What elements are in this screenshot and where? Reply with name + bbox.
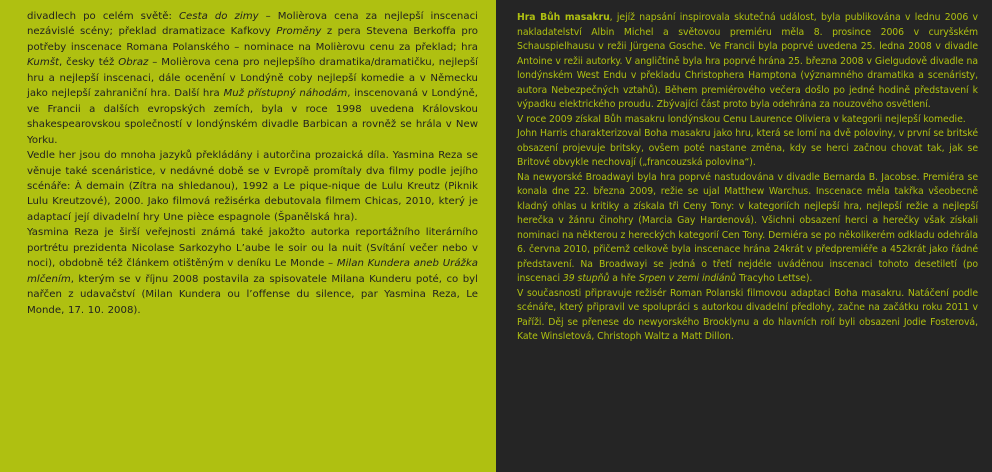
play-title: Hra Bůh masakru [517,12,610,23]
right-paragraph-2: V roce 2009 získal Bůh masakru londýnskou Cenu Laurence Oliviera v kategorii nejlepší komedie. [517,113,966,125]
right-paragraph-1: Hra Bůh masakru, jejíž napsání inspirovala skutečná událost, byla publikována v lednu 2006 v nakladatelství Albin Michel a světovou premiéru měla 8. prosince 2006 v curyšském Schauspielhausu v režii Jürgena Gosche. Ve Francii byla poprvé uvedena 25. ledna 2008 v divadle Antoine v režii autorky. V angličtině byla hra poprvé hrána 25. března 2008 v Gielgudově divadle na londýnském West Endu v překladu Christophera Hamptona (významného dramatika a scenáristy, autora Nebezpečných vztahů). Během premiérového večera došlo po jedné hodině představení k výpadku elektrického proudu. Zbývající část proto byla odehrána za nouzového osvětlení. [517,12,978,111]
left-paragraph-1: divadlech po celém světě: Cesta do zimy – Molièrova cena za nejlepší inscenaci nezávislé scény; překlad dramatizace Kafkovy Proměny z pera Stevena Berkoffa pro potřeby inscenace Romana Polanského – nominace na Molièrovu cenu za překlad; hra Kumšt, česky též Obraz – Molièrova cena pro nejlepšího dramatika/dramatičku, nejlepší hru a nejlepší inscenaci, dále ocenění v Londýně coby nejlepší komedie a v Německu jako nejlepší zahraniční hra. Další hra Muž přístupný náhodám, inscenovaná v Londýně, ve Francii a dalších evropských zemích, byla v roce 1998 uvedena Královskou shakespearovskou společností v londýnském divadle Barbican a rovněž se hrála v New Yorku. [27,11,479,146]
right-text-column [496,0,992,472]
left-paragraph-3: Yasmina Reza je širší veřejnosti známá také jakožto autorka reportážního literárního portrétu prezidenta Nicolase Sarkozyho L’aube le soir ou la nuit (Svítání večer nebo v noci), obdobně též článkem otištěným v deníku Le Monde – Milan Kundera aneb Urážka mlčením, kterým se v říjnu 2008 postavila za spisovatele Milana Kunderu poté, co byl nařčen z udavačství (Milan Kundera ou l’offense du silence, par Yasmina Reza, Le Monde, 17. 10. 2008). [27,227,478,316]
left-paragraph-2: Vedle her jsou do mnoha jazyků překládány i autorčina prozaická díla. Yasmina Reza se věnuje také scenáristice, v nedávné době se v Evropě promítaly dva filmy podle jejího scénáře: À demain (Zítra na shledanou), 1992 a Le pique-nique de Lulu Kreutz (Piknik Lulu Kreutzové), 2000. Jako filmová režisérka debutovala filmem Chicas, 2010, který je adaptací její divadelní hry Une pièce espagnole (Španělská hra). [27,150,478,223]
right-paragraph-4: Na newyorské Broadwayi byla hra poprvé nastudována v divadle Bernarda B. Jacobse. Premiéra se konala dne 22. března 2009, režie se ujal Matthew Warchus. Inscenace měla takřka všeobecně kladný ohlas u kritiky a získala tři Ceny Tony: v kategoriích nejlepší hra, nejlepší režie a nejlepší herečka v žánru činohry (Marcia Gay Hardenová). Všichni obsazení herci a herečky však získali nominaci na některou z hereckých kategorií Cen Tony. Derniéra se po několikerém odkladu odehrála 6. června 2010, přičemž celkově byla inscenace hrána 24krát v předpremiéře a 452krát jako řádné představení. Na Broadwayi se jedná o třetí nejdéle uváděnou inscenaci tohoto desetiletí (po inscenaci 39 stupňů a hře Srpen v zemi indiánů Tracyho Lettse). [517,171,978,285]
right-paragraph-5: V současnosti připravuje režisér Roman Polanski filmovou adaptaci Boha masakru. Natáčení podle scénáře, který připravil ve spolupráci s autorkou divadelní předlohy, začne na začátku roku 2011 v Paříži. Děj se přenese do newyorského Brooklynu a do hlavních rolí byli obsazeni Jodie Fosterová, Kate Winsletová, Christoph Waltz a Matt Dillon. [517,287,978,343]
right-paragraph-3: John Harris charakterizoval Boha masakru jako hru, která se lomí na dvě poloviny, v první se britské obsazení projevuje britsky, ovšem poté nastane změna, kdy se herci začnou chovat tak, jak se Britové obvykle nechovají („francouzská polovina“). [517,128,978,169]
